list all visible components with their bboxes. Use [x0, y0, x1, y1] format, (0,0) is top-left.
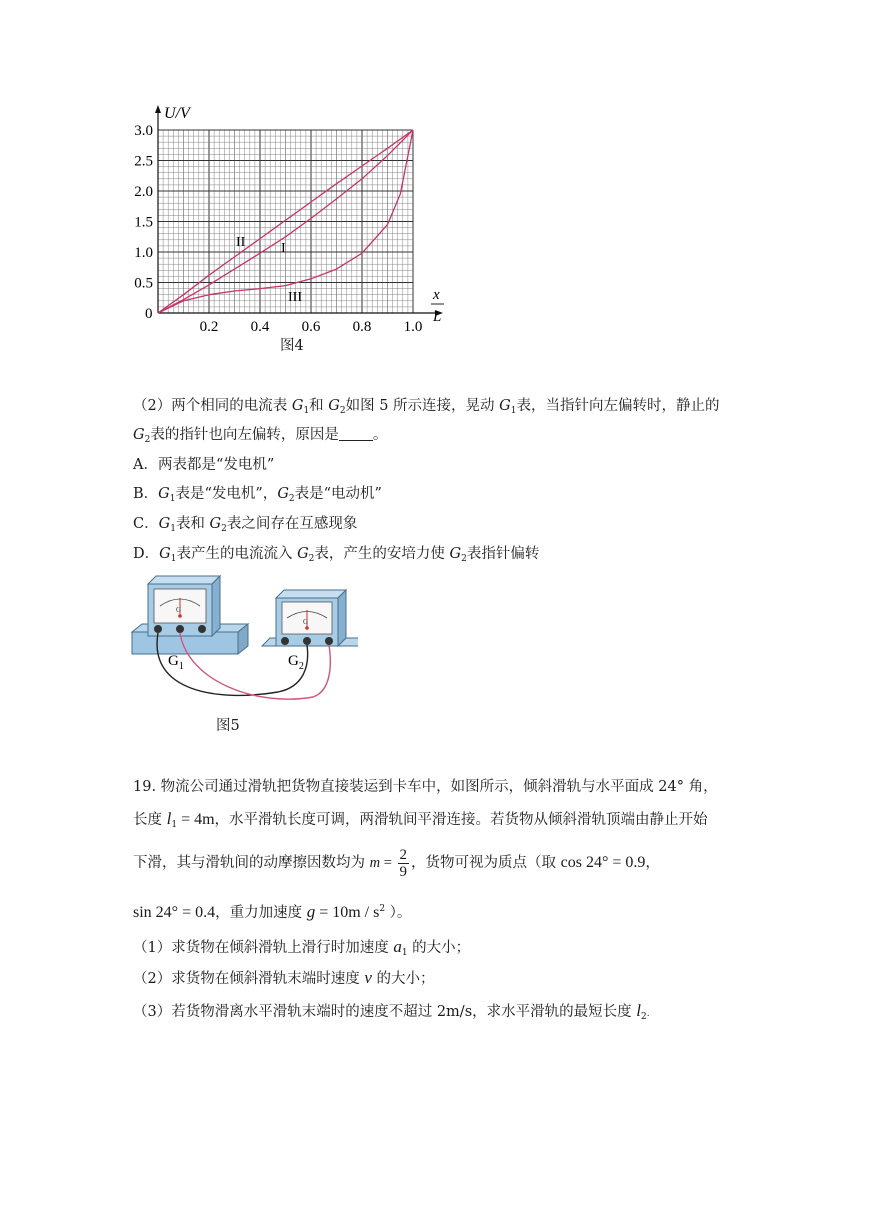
- y-tick-label: 2.5: [134, 153, 153, 170]
- option-c: C．$G_1$表和 $G_2$表之间存在互感现象: [133, 516, 358, 534]
- figure5-caption: 图5: [216, 718, 240, 734]
- y-tick-label: 2.0: [134, 184, 153, 200]
- q19-part2: （2）求货物在倾斜滑轨末端时速度 v 的大小；: [133, 968, 435, 987]
- y-tick-label: 1.0: [134, 245, 153, 261]
- answer-blank: [339, 426, 373, 441]
- q19-part3: （3）若货物滑离水平滑轨末端时的速度不超过 2m/s，求水平滑轨的最短长度 $l_2$.: [133, 1001, 650, 1022]
- y-tick-label: 1.5: [134, 214, 153, 231]
- option-d: D．$G_1$表产生的电流流入 $G_2$表，产生的安培力使 $G_2$表指针偏转: [133, 546, 540, 564]
- x-tick-label: 0.8: [352, 319, 372, 335]
- figure5-illustration: [128, 572, 358, 712]
- y-tick-label: 3.0: [134, 123, 153, 139]
- dial-letter-g1: G: [176, 606, 182, 614]
- curve-label-iii: III: [288, 290, 302, 305]
- x-tick-label: 1.0: [403, 319, 423, 335]
- x-tick-label: 0.2: [199, 319, 219, 335]
- curve-label-ii: II: [236, 235, 246, 250]
- x-axis-label-numerator: x: [433, 287, 440, 303]
- y-axis-label: U/V: [164, 105, 190, 122]
- q18-2-line2: $G_2$表的指针也向左偏转，原因是 。: [133, 427, 388, 445]
- figure4-chart: [120, 95, 460, 360]
- option-b: B．$G_1$表是“发电机”，$G_2$表是“电动机”: [133, 486, 382, 504]
- y-tick-label: 0.5: [134, 275, 153, 292]
- q19-line4: sin 24° = 0.4，重力加速度 $g = 10m / s^2$ ）。: [133, 901, 412, 921]
- q19-part1: （1）求货物在倾斜滑轨上滑行时加速度 $a_1$ 的大小；: [133, 937, 471, 958]
- curve-label-i: I: [281, 241, 286, 256]
- origin-label: 0: [145, 306, 153, 322]
- meter-g2: [262, 590, 358, 646]
- q18-2-line1: （2）两个相同的电流表 $G_1$和 $G_2$如图 5 所示连接，晃动 $G_1$表，当指针向左偏转时，静止的: [133, 398, 720, 416]
- option-a: A．两表都是“发电机”: [133, 457, 275, 473]
- meter2-label: $G_2$: [288, 653, 304, 672]
- y-axis-arrow: [155, 105, 161, 113]
- x-tick-label: 0.6: [301, 319, 321, 335]
- q19-line1: 19. 物流公司通过滑轨把货物直接装运到卡车中，如图所示，倾斜滑轨与水平面成 24° 角，: [133, 779, 718, 795]
- figure4-caption: 图4: [280, 338, 304, 354]
- dial-letter-g2: G: [303, 618, 309, 626]
- meter-g1: [132, 576, 248, 654]
- mu-fraction: $\frac{2}{9}$: [399, 846, 408, 880]
- q19-line2: 长度 $l_1 = 4m$，水平滑轨长度可调，两滑轨间平滑连接。若货物从倾斜滑轨顶端由静止开始: [133, 809, 708, 830]
- x-axis-label-denominator: L: [433, 309, 442, 325]
- meter1-label: $G_1$: [168, 653, 184, 672]
- q19-line3: 下滑，其与滑轨间的动摩擦因数均为 m = $\frac{2}{9}$ ，货物可视为质点（取 cos 24° = 0.9，: [133, 846, 660, 880]
- x-tick-label: 0.4: [250, 319, 270, 335]
